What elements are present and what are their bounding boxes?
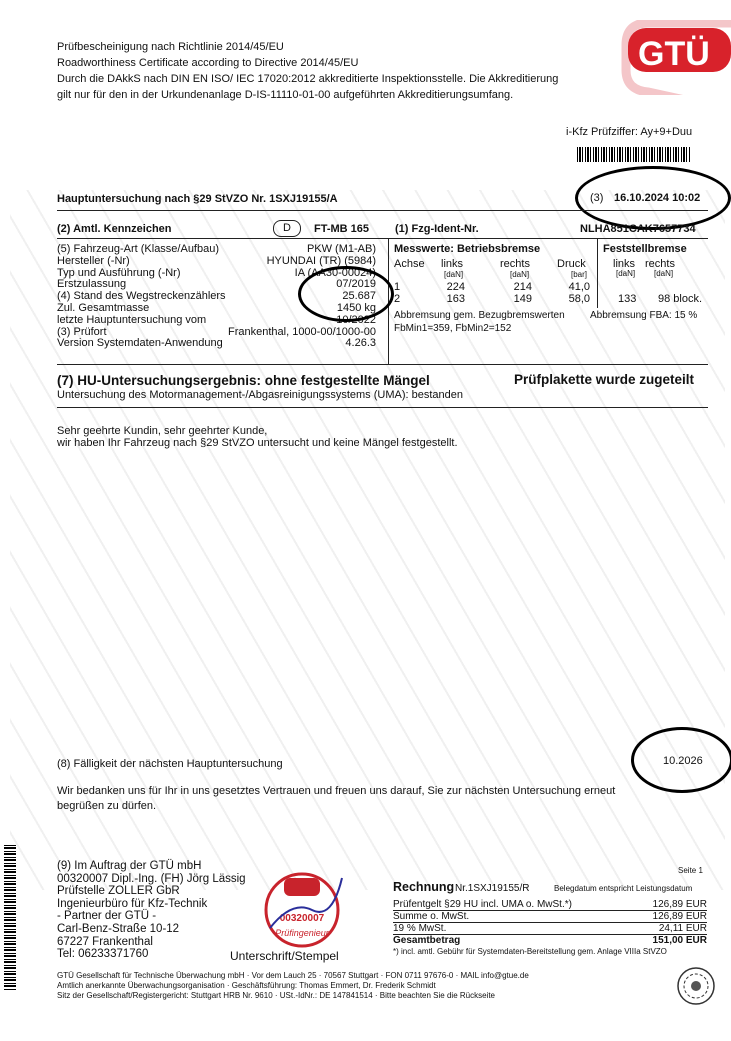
vehicle-row-value: 10/2022	[336, 313, 376, 326]
invoice-row-label: Prüfentgelt §29 HU incl. UMA o. MwSt.*)	[393, 899, 572, 910]
auftrag-line: (9) Im Auftrag der GTÜ mbH	[57, 860, 202, 872]
auftrag-line: Prüfstelle ZOLLER GbR	[57, 885, 180, 898]
brake-row-links: 163	[446, 293, 465, 305]
invoice-row-label: Summe o. MwSt.	[393, 911, 470, 922]
vehicle-row-label: letzte Hauptuntersuchung vom	[57, 313, 207, 326]
fzg-ident-label: (1) Fzg-Ident-Nr.	[395, 223, 479, 235]
invoice-total	[393, 935, 707, 946]
auftrag-block	[57, 860, 246, 961]
invoice-row	[393, 899, 707, 911]
auftrag-line: Tel: 06233371760	[57, 948, 149, 961]
parking-brake-title: Feststellbremse	[603, 243, 687, 255]
uma-text: Untersuchung des Motormanagement-/Abgasreinigungssystems (UMA): bestanden	[57, 389, 463, 401]
brakes-abbremsung: Abbremsung gem. Bezugbremswerten	[394, 310, 565, 321]
brakes-col-druck: Druck	[557, 258, 586, 270]
parking-brake-abbremsung: Abbremsung FBA: 15 %	[590, 310, 698, 321]
result-title: (7) HU-Untersuchungsergebnis: ohne festgestellte Mängel	[57, 373, 430, 388]
brakes-title: Messwerte: Betriebsbremse	[394, 243, 541, 255]
gtue-logo	[608, 20, 731, 95]
invoice-total-value: 151,00 EUR	[652, 935, 707, 946]
vehicle-row-label: (3) Prüfort	[57, 325, 107, 338]
vehicle-row-value: HYUNDAI (TR) (5984)	[266, 254, 376, 267]
invoice-row	[393, 911, 707, 923]
footer-line: GTÜ Gesellschaft für Technische Überwachung mbH · Vor dem Lauch 25 · 70567 Stuttgart · FON 0711 97676-0 · MAIL info@gtue.de	[57, 971, 529, 980]
brake-row-druck: 41,0	[568, 281, 590, 293]
footer-line: Sitz der Gesellschaft/Registergericht: Stuttgart HRB Nr. 9610 · USt.-IdNr.: DE 147841514 · Bitte beachten Sie die Rückseite	[57, 991, 495, 1000]
kennzeichen-value: FT-MB 165	[314, 223, 370, 235]
invoice-row-value: 24,11 EUR	[658, 923, 707, 934]
vehicle-row-label: Zul. Gesamtmasse	[57, 301, 150, 314]
vehicle-row-value: 07/2019	[336, 278, 376, 291]
country-badge: D	[273, 220, 301, 237]
stamp-text: Prüfingenieur	[275, 928, 329, 938]
thanks-line-2: begrüßen zu dürfen.	[57, 800, 157, 812]
gtue-logo-text: GTÜ	[638, 35, 710, 73]
faelligkeit-highlight-circle	[631, 727, 731, 793]
letter-body: wir haben Ihr Fahrzeug nach §29 StVZO untersucht und keine Mängel festgestellt.	[57, 437, 458, 449]
invoice-row-label: 19 % MwSt.	[393, 923, 447, 934]
brakes-unit: [daN]	[510, 270, 530, 279]
brake-row-achse: 2	[394, 293, 401, 305]
footer	[57, 971, 529, 1001]
invoice-total-label: Gesamtbetrag	[393, 935, 461, 946]
vehicle-row-value: IA (AA30-00024)	[294, 266, 376, 279]
vehicle-row-value: Frankenthal, 1000-00/1000-00	[228, 325, 376, 338]
brakes-col-achse: Achse	[394, 258, 425, 270]
signature-label: Unterschrift/Stempel	[230, 949, 339, 963]
brake-row-rechts: 149	[513, 293, 532, 305]
vehicle-row-label: Erstzulassung	[57, 278, 127, 291]
brake-row-links: 224	[446, 281, 465, 293]
divider	[57, 238, 708, 239]
hu-title: Hauptuntersuchung nach §29 StVZO Nr. 1SXJ19155/A	[57, 193, 338, 205]
vehicle-row-label: (4) Stand des Wegstreckenzählers	[57, 290, 226, 303]
vehicle-row-label: Hersteller (-Nr)	[57, 254, 130, 267]
letter-greeting: Sehr geehrte Kundin, sehr geehrter Kunde,	[57, 425, 268, 437]
auftrag-line: 00320007 Dipl.-Ing. (FH) Jörg Lässig	[57, 872, 246, 885]
divider	[597, 238, 598, 308]
vehicle-row-label: Version Systemdaten-Anwendung	[57, 337, 223, 350]
parking-brake-col-links: links	[613, 258, 636, 270]
auftrag-line: Carl-Benz-Straße 10-12	[57, 922, 180, 935]
brakes-unit: [bar]	[571, 270, 588, 279]
auftrag-line: 67227 Frankenthal	[57, 935, 153, 948]
invoice-number: Nr.1SXJ19155/R	[455, 883, 530, 894]
header-line-4: gilt nur für den in der Urkundenanlage D-IS-11110-01-00 aufgeführten Akkreditierungsumfang.	[57, 89, 514, 101]
vehicle-row-label: (5) Fahrzeug-Art (Klasse/Aufbau)	[57, 243, 220, 255]
divider	[57, 364, 708, 365]
thanks-line-1: Wir bedanken uns für Ihr in uns gesetztes Vertrauen und freuen uns darauf, Sie zur nächsten Untersuchung erneut	[57, 785, 616, 797]
header-line-3: Durch die DAkkS nach DIN EN ISO/ IEC 17020:2012 akkreditierte Inspektionsstelle. Die Akkreditierung	[57, 73, 559, 85]
stamp-number: 00320007	[279, 913, 325, 924]
parking-brake-links: 133	[618, 293, 637, 305]
plakette-text: Prüfplakette wurde zugeteilt	[514, 372, 695, 387]
datetime-value: 16.10.2024 10:02	[614, 192, 701, 204]
footer-line: Amtlich anerkannte Überwachungsorganisation · Geschäftsführung: Thomas Emmert, Dr. Frederik Schmidt	[57, 981, 436, 990]
header-line-2: Roadworthiness Certificate according to Directive 2014/45/EU	[57, 57, 359, 69]
brake-row-druck: 58,0	[568, 293, 590, 305]
invoice-page: Seite 1	[678, 866, 703, 875]
parking-brake-unit: [daN]	[616, 269, 636, 278]
divider	[57, 407, 708, 408]
datetime-highlight-circle	[575, 166, 731, 230]
barcode	[577, 147, 690, 162]
datetime-label: (3)	[590, 192, 604, 204]
vehicle-row-value: PKW (M1-AB)	[306, 243, 376, 255]
invoice-row	[393, 923, 707, 935]
vehicle-row-label: Typ und Ausführung (-Nr)	[57, 266, 181, 279]
invoice-title: Rechnung	[393, 880, 455, 894]
parking-brake-rechts: 98 block.	[658, 293, 703, 305]
header-line-1: Prüfbescheinigung nach Richtlinie 2014/45/EU	[57, 41, 284, 53]
faelligkeit-label: (8) Fälligkeit der nächsten Hauptuntersuchung	[57, 758, 283, 770]
side-barcode	[4, 845, 16, 990]
invoice-belegdatum: Belegdatum entspricht Leistungsdatum	[554, 884, 693, 893]
vehicle-row-value: 4.26.3	[345, 337, 376, 350]
brake-row-achse: 1	[394, 281, 401, 293]
odometer-highlight-circle	[298, 266, 394, 322]
parking-brake-col-rechts: rechts	[645, 258, 675, 270]
invoice-footnote: *) incl. amtl. Gebühr für Systemdaten-Bereitstellung gem. Anlage VIIIa StVZO	[393, 947, 667, 956]
invoice-row-value: 126,89 EUR	[652, 911, 707, 922]
auftrag-line: Ingenieurbüro für Kfz-Technik	[57, 897, 208, 910]
brakes-col-rechts: rechts	[500, 258, 530, 270]
brakes-unit: [daN]	[444, 270, 464, 279]
parking-brake-unit: [daN]	[654, 269, 674, 278]
faelligkeit-value: 10.2026	[663, 755, 703, 767]
vehicle-row-value: 1450 kg	[336, 301, 376, 314]
vehicle-row-value: 25.687	[342, 290, 376, 303]
seal-icon	[676, 966, 716, 1006]
prueferziffer: i-Kfz Prüfziffer: Ay+9+Duu	[566, 126, 693, 138]
brake-row-rechts: 214	[513, 281, 532, 293]
invoice-row-value: 126,89 EUR	[652, 899, 707, 910]
fzg-ident-value: NLHA851CAK7657734	[580, 223, 696, 235]
divider	[57, 210, 708, 211]
kennzeichen-label: (2) Amtl. Kennzeichen	[57, 223, 172, 235]
examiner-stamp	[262, 870, 347, 950]
auftrag-line: - Partner der GTÜ -	[57, 910, 157, 923]
brakes-fbmin: FbMin1=359, FbMin2=152	[394, 323, 512, 334]
brakes-col-links: links	[441, 258, 464, 270]
